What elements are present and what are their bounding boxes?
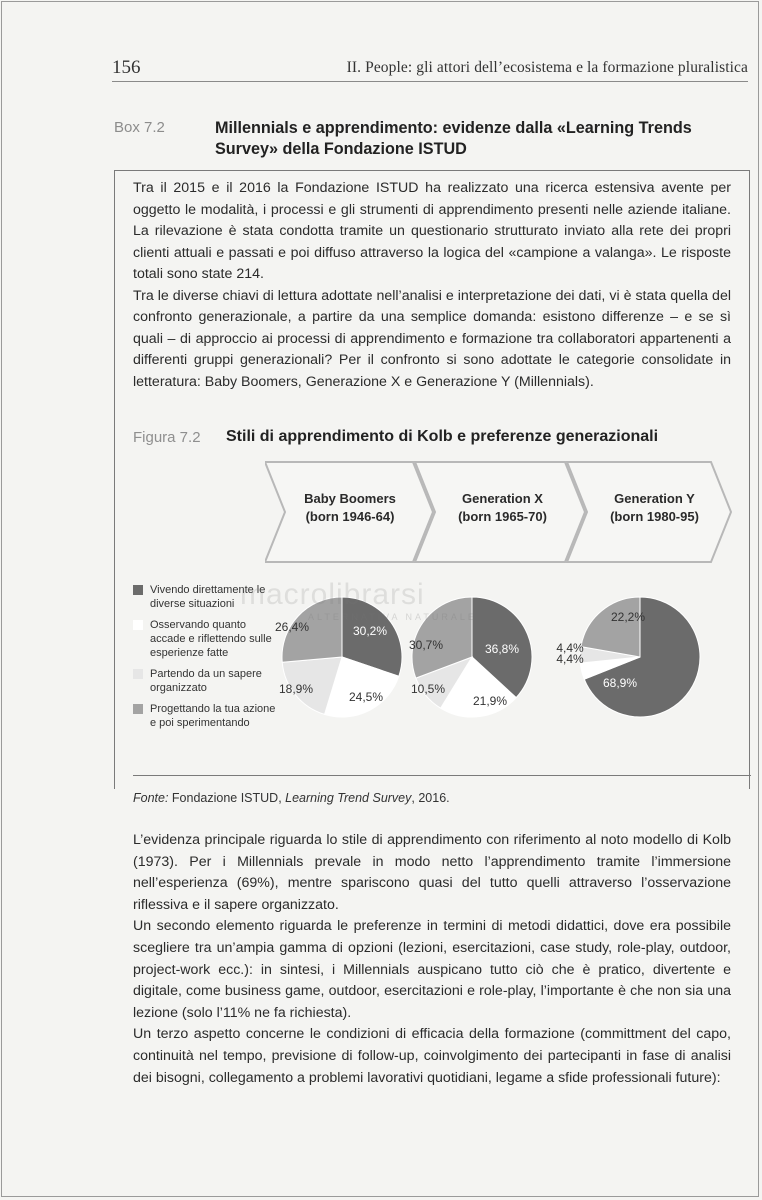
pie-data-label: 4,4% <box>556 652 584 666</box>
chevron-line2: (born 1965-70) <box>458 509 547 524</box>
chevron-label-generation-y <box>587 490 722 526</box>
chevron-line1: Baby Boomers <box>304 491 396 506</box>
chevron-line1: Generation X <box>462 491 543 506</box>
figure-rule <box>133 775 751 776</box>
figure-title: Stili di apprendimento di Kolb e preferenze generazionali <box>226 428 659 445</box>
box-label: Box 7.2 <box>114 119 165 136</box>
pie-data-label: 22,2% <box>610 610 646 624</box>
legend-label: Partendo da un sapere organizzato <box>150 668 262 694</box>
legend-label: Osservando quanto accade e riflettendo sulle esperienze fatte <box>150 619 272 659</box>
source-title: Learning Trend Survey <box>285 791 412 805</box>
legend-item <box>133 618 283 660</box>
legend-label: Progettando la tua azione e poi sperimentando <box>150 703 276 729</box>
page-number: 156 <box>112 57 141 78</box>
page-header <box>112 57 748 82</box>
chevron-line2: (born 1980-95) <box>610 509 699 524</box>
source-prefix: Fonte: <box>133 791 169 805</box>
pie-slice <box>581 597 640 657</box>
pie-data-label: 30,2% <box>352 624 388 638</box>
source-org: Fondazione ISTUD, <box>168 791 286 805</box>
chevron-line2: (born 1946-64) <box>305 509 395 524</box>
pie-data-label: 30,7% <box>408 638 444 652</box>
watermark: macrolibrarsi <box>240 578 425 611</box>
legend-label: Vivendo direttamente le diverse situazioni <box>150 584 266 610</box>
chart-legend <box>133 583 283 737</box>
body-paragraph-3: Un terzo aspetto concerne le condizioni di efficacia della formazione (committment del capo, continuità nel tempo, previsione di follow-up, coinvolgimento dei partecipanti in fase di analisi dei bisogni, collegamento a problemi lavorativi quotidiani, legame a sfide professionali future): <box>133 1026 731 1086</box>
pie-data-label: 26,4% <box>274 620 310 634</box>
legend-swatch <box>133 704 143 714</box>
legend-item <box>133 702 283 730</box>
pie-data-label: 68,9% <box>602 676 638 690</box>
legend-swatch <box>133 620 143 630</box>
body-text <box>133 830 731 1089</box>
pie-data-label: 21,9% <box>472 694 508 708</box>
legend-swatch <box>133 585 143 595</box>
pie-data-label: 10,5% <box>410 682 446 696</box>
box-title: Millennials e apprendimento: evidenze dalla «Learning Trends Survey» della Fondazione ISTUD <box>215 119 692 158</box>
legend-item <box>133 583 283 611</box>
pie-data-label: 36,8% <box>484 642 520 656</box>
legend-item <box>133 667 283 695</box>
box-text <box>133 178 731 393</box>
pie-data-label: 24,5% <box>348 690 384 704</box>
pie-charts-svg <box>270 595 720 720</box>
box-paragraph-1: Tra il 2015 e il 2016 la Fondazione ISTUD ha realizzato una ricerca estensiva avente per oggetto le modalità, i processi e gli strumenti di apprendimento presenti nelle aziende italiane. La rilevazione è stata condotta tramite un questionario strutturato inviato alla rete dei propri clienti attuali e passati e poi diffuso attraverso la logica del «campione a valanga». Le risposte totali sono state 214. <box>133 180 731 282</box>
pie-charts <box>270 595 720 725</box>
pie-data-label: 4,4% <box>556 641 584 655</box>
body-paragraph-2: Un secondo elemento riguarda le preferenze in termini di metodi didattici, dove era possibile scegliere tra un’ampia gamma di opzioni (lezioni, esercitazioni, case study, role-play, outdoor, project-work ecc.): in sintesi, i Millennials auspicano tutto ciò che è pratico, divertente e digitale, come business game, outdoor, esercitazioni e role-play, l’importante è che non sia una lezione (solo l’11% ne fa richiesta). <box>133 918 731 1021</box>
body-paragraph-1: L’evidenza principale riguarda lo stile di apprendimento con riferimento al noto modello di Kolb (1973). Per i Millennials prevale in modo netto l’apprendimento tramite l’immersione nell’esperienza (69%), mentre spariscono quasi del tutto quelli attraverso l’osservazione riflessiva e il sapere organizzato. <box>133 832 731 913</box>
watermark-subtext: ALTERNATIVA NATURALE <box>308 612 477 622</box>
source-year: , 2016. <box>411 791 450 805</box>
pie-data-label: 18,9% <box>278 682 314 696</box>
figure-source <box>133 791 450 805</box>
chevron-label-generation-x <box>435 490 570 526</box>
figure-label: Figura 7.2 <box>133 429 201 446</box>
generation-chevrons <box>265 456 735 573</box>
running-head: II. People: gli attori dell’ecosistema e la formazione pluralistica <box>346 59 748 76</box>
legend-swatch <box>133 669 143 679</box>
chevron-label-baby-boomers <box>285 490 415 526</box>
chevron-line1: Generation Y <box>614 491 695 506</box>
box-paragraph-2: Tra le diverse chiavi di lettura adottate nell’analisi e interpretazione dei dati, vi è stata quella del confronto generazionale, a partire da una semplice domanda: esistono differenze – e se sì quali – di approccio ai processi di apprendimento e formazione tra collaboratori appartenenti a differenti gruppi generazionali? Per il confronto si sono adottate le categorie consolidate in letteratura: Baby Boomers, Generazione X e Generazione Y (Millennials). <box>133 287 731 390</box>
